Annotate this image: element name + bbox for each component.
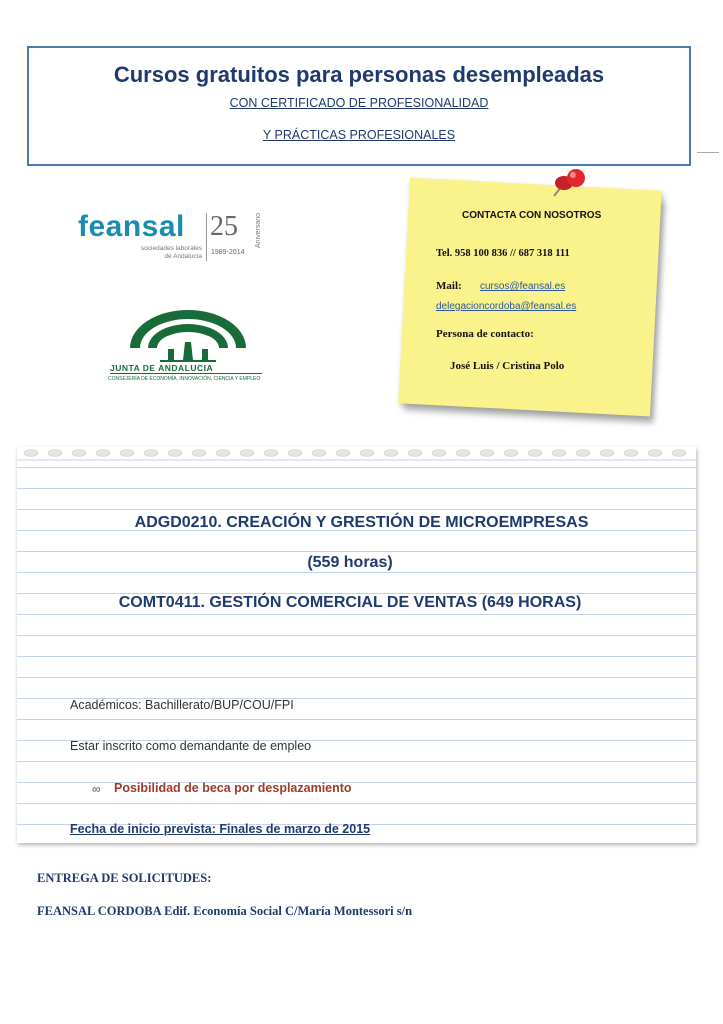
submission-heading: ENTREGA DE SOLICITUDES:	[37, 871, 212, 885]
feansal-logo-separator	[206, 213, 207, 261]
junta-logo-name: JUNTA DE ANDALUCIA	[110, 363, 262, 374]
feansal-anniversary-years: 1989-2014	[211, 249, 245, 256]
paper-torn-edge-icon	[17, 447, 696, 463]
contact-mail-label: Mail:	[436, 280, 462, 292]
header-subtitle-certificado: CON CERTIFICADO DE PROFESIONALIDAD	[229, 96, 489, 110]
feansal-logo-sub-line2: de Andalucía	[164, 253, 202, 260]
course-microempresas: ADGD0210. CREACIÓN Y GRESTIÓN DE MICROEMPRESAS	[134, 514, 589, 531]
decorative-line	[697, 152, 719, 153]
start-date: Fecha de inicio prevista: Finales de marzo de 2015	[70, 822, 371, 836]
header-subtitle-practicas: Y PRÁCTICAS PROFESIONALES	[262, 128, 456, 142]
feansal-logo-word: feansal	[78, 210, 185, 243]
contact-person-label: Persona de contacto:	[436, 328, 534, 340]
header-box	[27, 46, 691, 166]
requirement-academic: Académicos: Bachillerato/BUP/COU/FPI	[70, 698, 294, 712]
feansal-anniversary-label: Aniversario	[255, 213, 262, 249]
course-microempresas-hours: (559 horas)	[307, 554, 393, 571]
feansal-logo-subtitle	[138, 245, 202, 261]
junta-emblem-icon	[108, 302, 268, 364]
contact-email-cordoba[interactable]: delegacioncordoba@feansal.es	[436, 301, 577, 312]
scholarship-note: Posibilidad de beca por desplazamiento	[114, 781, 352, 795]
feansal-anniversary-number: 25	[210, 211, 238, 242]
course-gestion-comercial: COMT0411. GESTIÓN COMERCIAL DE VENTAS (649 HORAS)	[118, 594, 582, 611]
feansal-logo-sub-line1: sociedades laborales	[140, 245, 202, 252]
contact-title: CONTACTA CON NOSOTROS	[462, 210, 602, 221]
contact-phone: Tel. 958 100 836 // 687 318 111	[436, 248, 570, 259]
junta-andalucia-logo	[108, 302, 268, 390]
feansal-logo	[72, 205, 277, 265]
junta-logo-department: CONSEJERÍA DE ECONOMÍA, INNOVACIÓN, CIENCIA Y EMPLEO	[108, 376, 261, 382]
submission-address: FEANSAL CORDOBA Edif. Economía Social C/María Montessori s/n	[37, 904, 413, 918]
infinity-bullet-icon: ∞	[92, 782, 101, 796]
contact-email-cursos[interactable]: cursos@feansal.es	[480, 281, 566, 292]
requirement-registered: Estar inscrito como demandante de empleo	[70, 739, 312, 753]
pushpin-icon	[548, 166, 592, 200]
page-title: Cursos gratuitos para personas desempleadas	[113, 62, 605, 87]
contact-person-name: José Luis / Cristina Polo	[450, 360, 565, 372]
